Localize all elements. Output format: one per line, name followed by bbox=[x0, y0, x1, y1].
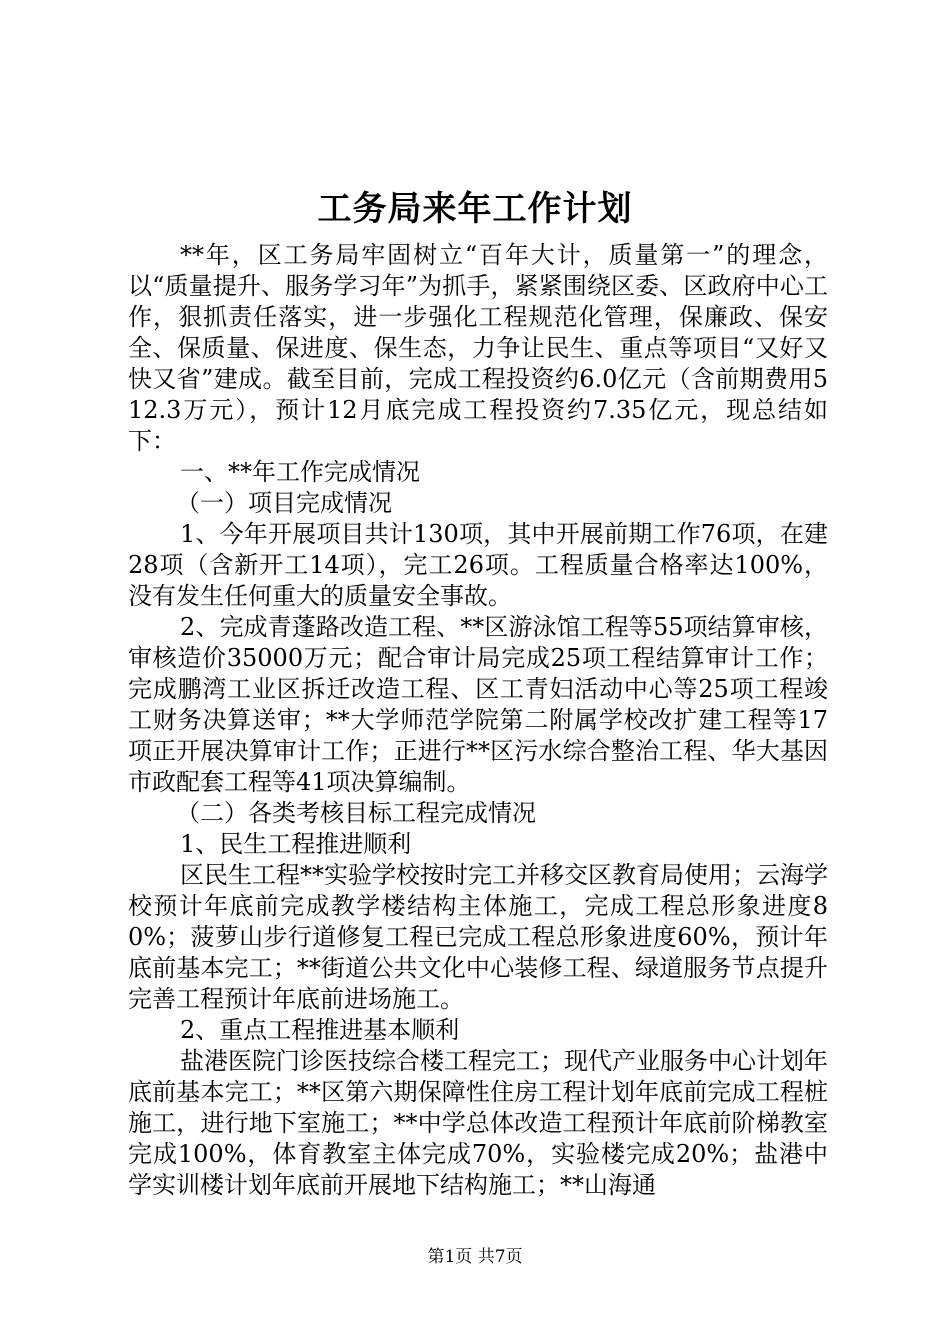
paragraph: 区民生工程**实验学校按时完工并移交区教育局使用；云海学校预计年底前完成教学楼结构主体施工，完成工程总形象进度80%；菠萝山步行道修复工程已完成工程总形象进度60%，预计年底前基本完工；**街道公共文化中心装修工程、绿道服务节点提升完善工程预计年底前进场施工。 bbox=[128, 861, 828, 1013]
paragraph: 1、今年开展项目共计130项，其中开展前期工作76项，在建28项（含新开工14项），完工26项。工程质量合格率达100%，没有发生任何重大的质量安全事故。 bbox=[128, 520, 828, 610]
paragraph-intro: **年，区工务局牢固树立“百年大计，质量第一”的理念，以“质量提升、服务学习年”为抓手，紧紧围绕区委、区政府中心工作，狠抓责任落实，进一步强化工程规范化管理，保廉政、保安全、保质量、保进度、保生态，力争让民生、重点等项目“又好又快又省”建成。截至目前，完成工程投资约6.0亿元（含前期费用512.3万元），预计12月底完成工程投资约7.35亿元，现总结如下： bbox=[128, 241, 828, 455]
page-footer: 第1页 共7页 bbox=[427, 1247, 523, 1267]
item-heading: 2、重点工程推进基本顺利 bbox=[180, 1016, 460, 1044]
paragraph: 2、完成青蓬路改造工程、**区游泳馆工程等55项结算审核，审核造价35000万元；配合审计局完成25项工程结算审计工作；完成鹏湾工业区拆迁改造工程、区工青妇活动中心等25项工程竣工财务决算送审；**大学师范学院第二附属学校改扩建工程等17项正开展决算审计工作；正进行**区污水综合整治工程、华大基因市政配套工程等41项决算编制。 bbox=[128, 613, 828, 796]
document-body bbox=[128, 240, 828, 1201]
document-title: 工务局来年工作计划 bbox=[317, 189, 633, 229]
subsection-heading: （二）各类考核目标工程完成情况 bbox=[176, 799, 536, 827]
paragraph: 盐港医院门诊医技综合楼工程完工；现代产业服务中心计划年底前基本完工；**区第六期保障性住房工程计划年底前完成工程桩施工，进行地下室施工；**中学总体改造工程预计年底前阶梯教室完成100%，体育教室主体完成70%，实验楼完成20%；盐港中学实训楼计划年底前开展地下结构施工；**山海通 bbox=[128, 1047, 828, 1199]
subsection-heading: （一）项目完成情况 bbox=[176, 489, 392, 517]
section-heading: 一、**年工作完成情况 bbox=[180, 458, 420, 486]
item-heading: 1、民生工程推进顺利 bbox=[180, 830, 412, 858]
